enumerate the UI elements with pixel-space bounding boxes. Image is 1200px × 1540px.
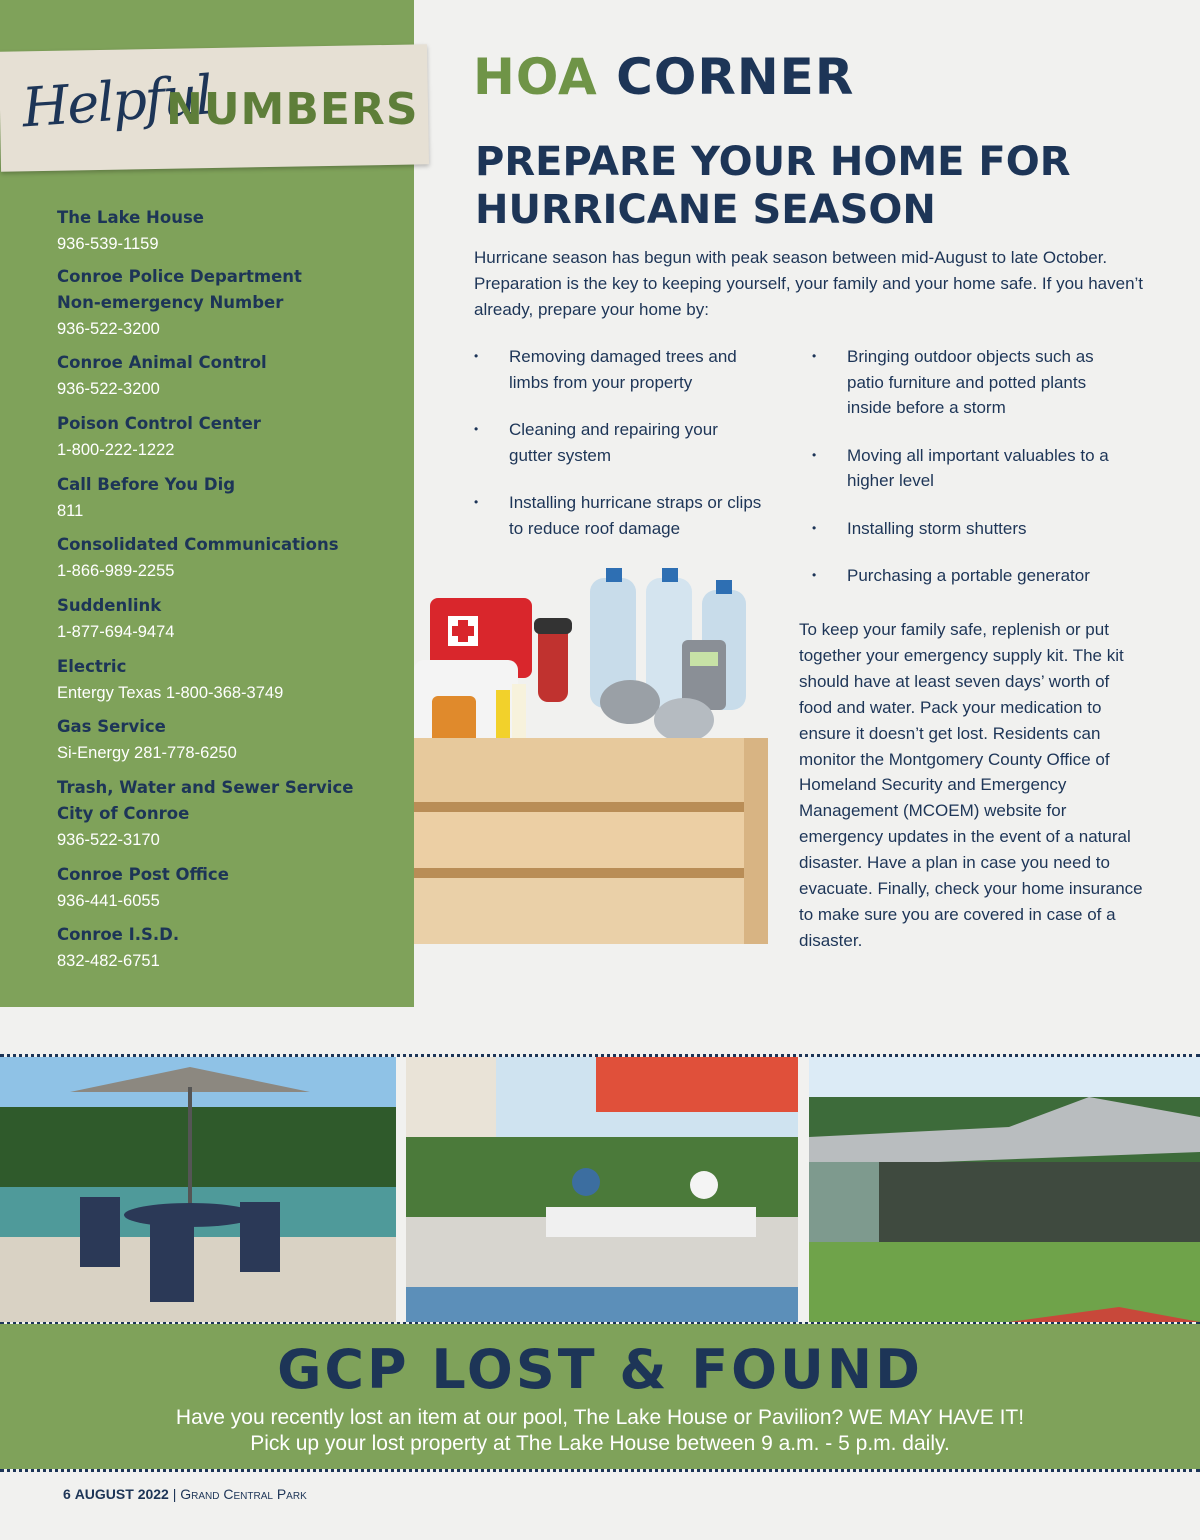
list-item: • Bringing outdoor objects such as patio furniture and potted plants inside before a storm (812, 344, 1132, 421)
contact-trash-water (57, 775, 353, 853)
issue-date: AUGUST 2022 (74, 1486, 169, 1502)
lost-found-banner (0, 1324, 1200, 1469)
headline-line-2: HURRICANE SEASON (475, 187, 936, 233)
footer-separator: | (172, 1486, 177, 1502)
article-headline (475, 138, 1175, 234)
contact-number: 936-522-3200 (57, 380, 160, 398)
banner-bold-text: NUMBERS (166, 84, 419, 135)
contact-animal-control (57, 350, 267, 402)
list-item: • Moving all important valuables to a higher level (812, 443, 1132, 494)
contact-name: Conroe I.S.D. (57, 925, 180, 944)
contact-name: Suddenlink (57, 596, 162, 615)
list-item: • Installing hurricane straps or clips to reduce roof damage (474, 490, 764, 541)
emergency-kit-image (414, 560, 784, 955)
section-title-blue: CORNER (616, 48, 855, 106)
page-footer (63, 1486, 307, 1502)
pool-loungers-photo (406, 1057, 798, 1322)
list-item: • Cleaning and repairing your gutter system (474, 417, 764, 468)
pavilion-photo (809, 1057, 1200, 1322)
lake-patio-photo (0, 1057, 396, 1322)
contact-number: 832-482-6751 (57, 952, 160, 970)
contact-number: 1-866-989-2255 (57, 562, 175, 580)
intro-paragraph: Hurricane season has begun with peak season between mid-August to late October. Preparation is the key to keeping yourself, your family and your home safe. If you haven’t already, prepare your home by: (474, 248, 1144, 319)
contact-isd (57, 922, 179, 974)
contact-number: 1-877-694-9474 (57, 623, 175, 641)
banner-script-text: Helpful (20, 63, 213, 140)
contact-lake-house (57, 205, 204, 257)
contact-call-before-dig (57, 472, 235, 524)
contact-number: 936-522-3170 (57, 831, 160, 849)
lost-found-line-2: Pick up your lost property at The Lake House between 9 a.m. - 5 p.m. daily. (250, 1432, 950, 1455)
contact-name: Electric (57, 657, 127, 676)
lost-found-line-1: Have you recently lost an item at our pool, The Lake House or Pavilion? WE MAY HAVE IT! (175, 1406, 1025, 1429)
bullet-list-left (474, 344, 764, 563)
contact-name: Poison Control Center (57, 414, 261, 433)
contact-name: Call Before You Dig (57, 475, 236, 494)
list-item: • Purchasing a portable generator (812, 563, 1132, 589)
section-title-green: HOA (473, 48, 598, 106)
contact-number: 1-800-222-1222 (57, 441, 175, 459)
contact-post-office (57, 862, 229, 914)
section-title (473, 48, 854, 106)
contact-police (57, 264, 302, 342)
contact-gas (57, 714, 237, 766)
contact-electric (57, 654, 283, 706)
contact-poison-control (57, 411, 261, 463)
contact-name-sub: City of Conroe (57, 804, 190, 823)
contact-name: Conroe Animal Control (57, 353, 267, 372)
contact-name: Gas Service (57, 717, 166, 736)
publication-name: Grand Central Park (180, 1486, 307, 1502)
list-item: • Removing damaged trees and limbs from your property (474, 344, 764, 395)
list-item: • Installing storm shutters (812, 516, 1132, 542)
contact-number: 811 (57, 502, 84, 520)
contact-number: 936-539-1159 (57, 235, 159, 253)
contact-number: 936-522-3200 (57, 320, 160, 338)
contact-name: Consolidated Communications (57, 535, 339, 554)
contact-name-sub: Non-emergency Number (57, 293, 284, 312)
contact-name: Conroe Police Department (57, 267, 302, 286)
page-number: 6 (63, 1486, 71, 1502)
contact-suddenlink (57, 593, 174, 645)
contact-name: Conroe Post Office (57, 865, 229, 884)
contact-number: Si-Energy 281-778-6250 (57, 744, 237, 762)
headline-line-1: PREPARE YOUR HOME FOR (475, 139, 1071, 185)
contact-name: Trash, Water and Sewer Service (57, 778, 354, 797)
lost-found-title: GCP LOST & FOUND (277, 1338, 923, 1401)
contact-consolidated (57, 532, 339, 584)
supply-kit-paragraph: To keep your family safe, replenish or put together your emergency supply kit. The kit should have at least seven days’ worth of food and water. Pack your medication to ensure it doesn’t get lost. Residents can monitor the Montgomery County Office of Homeland Security and Emergency Management (MCOEM) website for emergency updates in the event of a natural disaster. Have a plan in case you need to evacuate. Finally, check your home insurance to make sure you are covered in case of a disaster. (799, 620, 1143, 950)
contact-number: Entergy Texas 1-800-368-3749 (57, 684, 284, 702)
bullet-list-right (812, 344, 1132, 611)
contact-name: The Lake House (57, 208, 204, 227)
contact-number: 936-441-6055 (57, 892, 160, 910)
dotted-divider-bottom (0, 1469, 1200, 1472)
